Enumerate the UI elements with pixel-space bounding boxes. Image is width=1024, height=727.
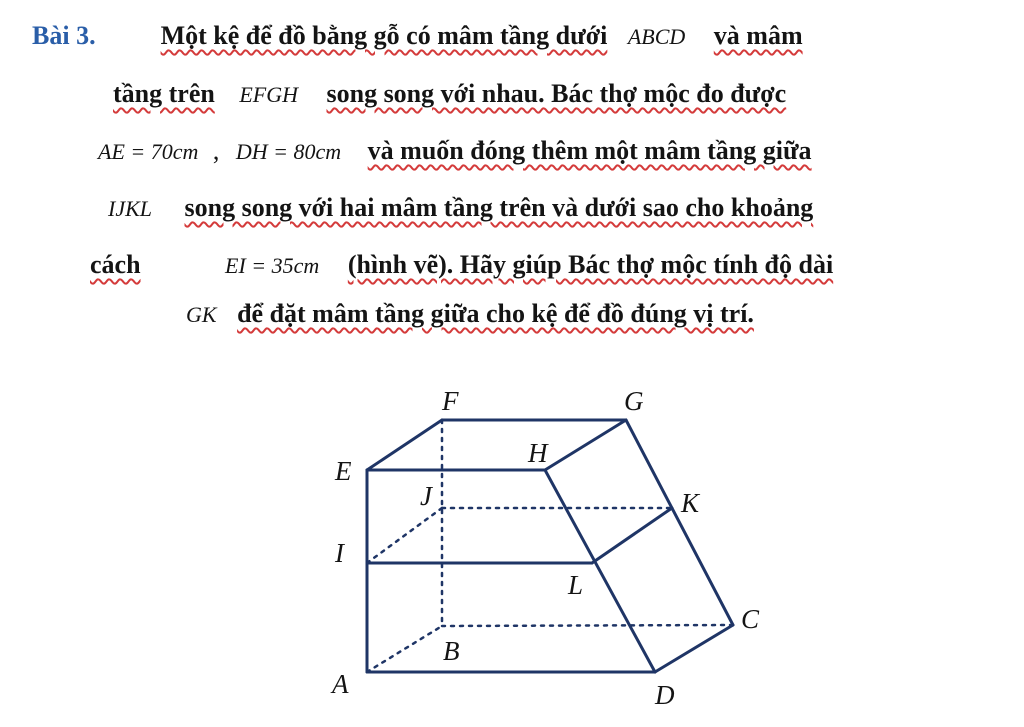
separator: , (212, 136, 220, 165)
text-segment: cách (90, 250, 141, 279)
problem-number: Bài 3. (32, 21, 96, 50)
label-C: C (741, 604, 760, 634)
edge-DC (655, 625, 733, 672)
edge-LK (592, 508, 672, 563)
text-segment: và muốn đóng thêm một mâm tầng giữa (367, 136, 812, 165)
text-segment: tầng trên (113, 79, 215, 108)
math-expression: EI = 35cm (225, 253, 320, 278)
edge-GH (545, 420, 626, 470)
label-A: A (332, 669, 349, 699)
edge-EF (367, 420, 442, 470)
label-G: G (624, 386, 644, 416)
math-expression: DH = 80cm (235, 139, 342, 164)
label-I: I (335, 538, 344, 568)
label-J: J (420, 481, 432, 511)
label-H: H (528, 438, 548, 468)
vertex-labels (330, 386, 760, 710)
math-expression: AE = 70cm (98, 139, 199, 164)
text-segment: song song với nhau. Bác thợ mộc đo được (326, 79, 787, 108)
label-D: D (655, 680, 675, 710)
text-segment: (hình vẽ). Hãy giúp Bác thợ mộc tính độ dài (347, 250, 834, 279)
label-E: E (335, 456, 352, 486)
edge-AB-hidden (367, 626, 442, 672)
label-B: B (443, 636, 460, 666)
label-F: F (442, 386, 459, 416)
edge-BC-hidden (442, 625, 733, 626)
text-segment: để đặt mâm tầng giữa cho kệ để đồ đúng vị trí. (237, 299, 754, 328)
edge-GC (626, 420, 733, 625)
edge-HD (545, 470, 655, 672)
text-segment: Một kệ để đồ bằng gỗ có mâm tầng dưới (160, 21, 608, 50)
text-segment: song song với hai mâm tầng trên và dưới sao cho khoảng (184, 193, 814, 222)
label-L: L (568, 570, 584, 600)
math-expression: EFGH (239, 82, 298, 107)
label-K: K (681, 488, 700, 518)
text-segment: và mâm (713, 21, 803, 50)
edge-IJ-hidden (367, 508, 442, 563)
math-expression: IJKL (108, 196, 152, 221)
math-expression: GK (186, 302, 217, 327)
math-expression: ABCD (627, 24, 686, 49)
